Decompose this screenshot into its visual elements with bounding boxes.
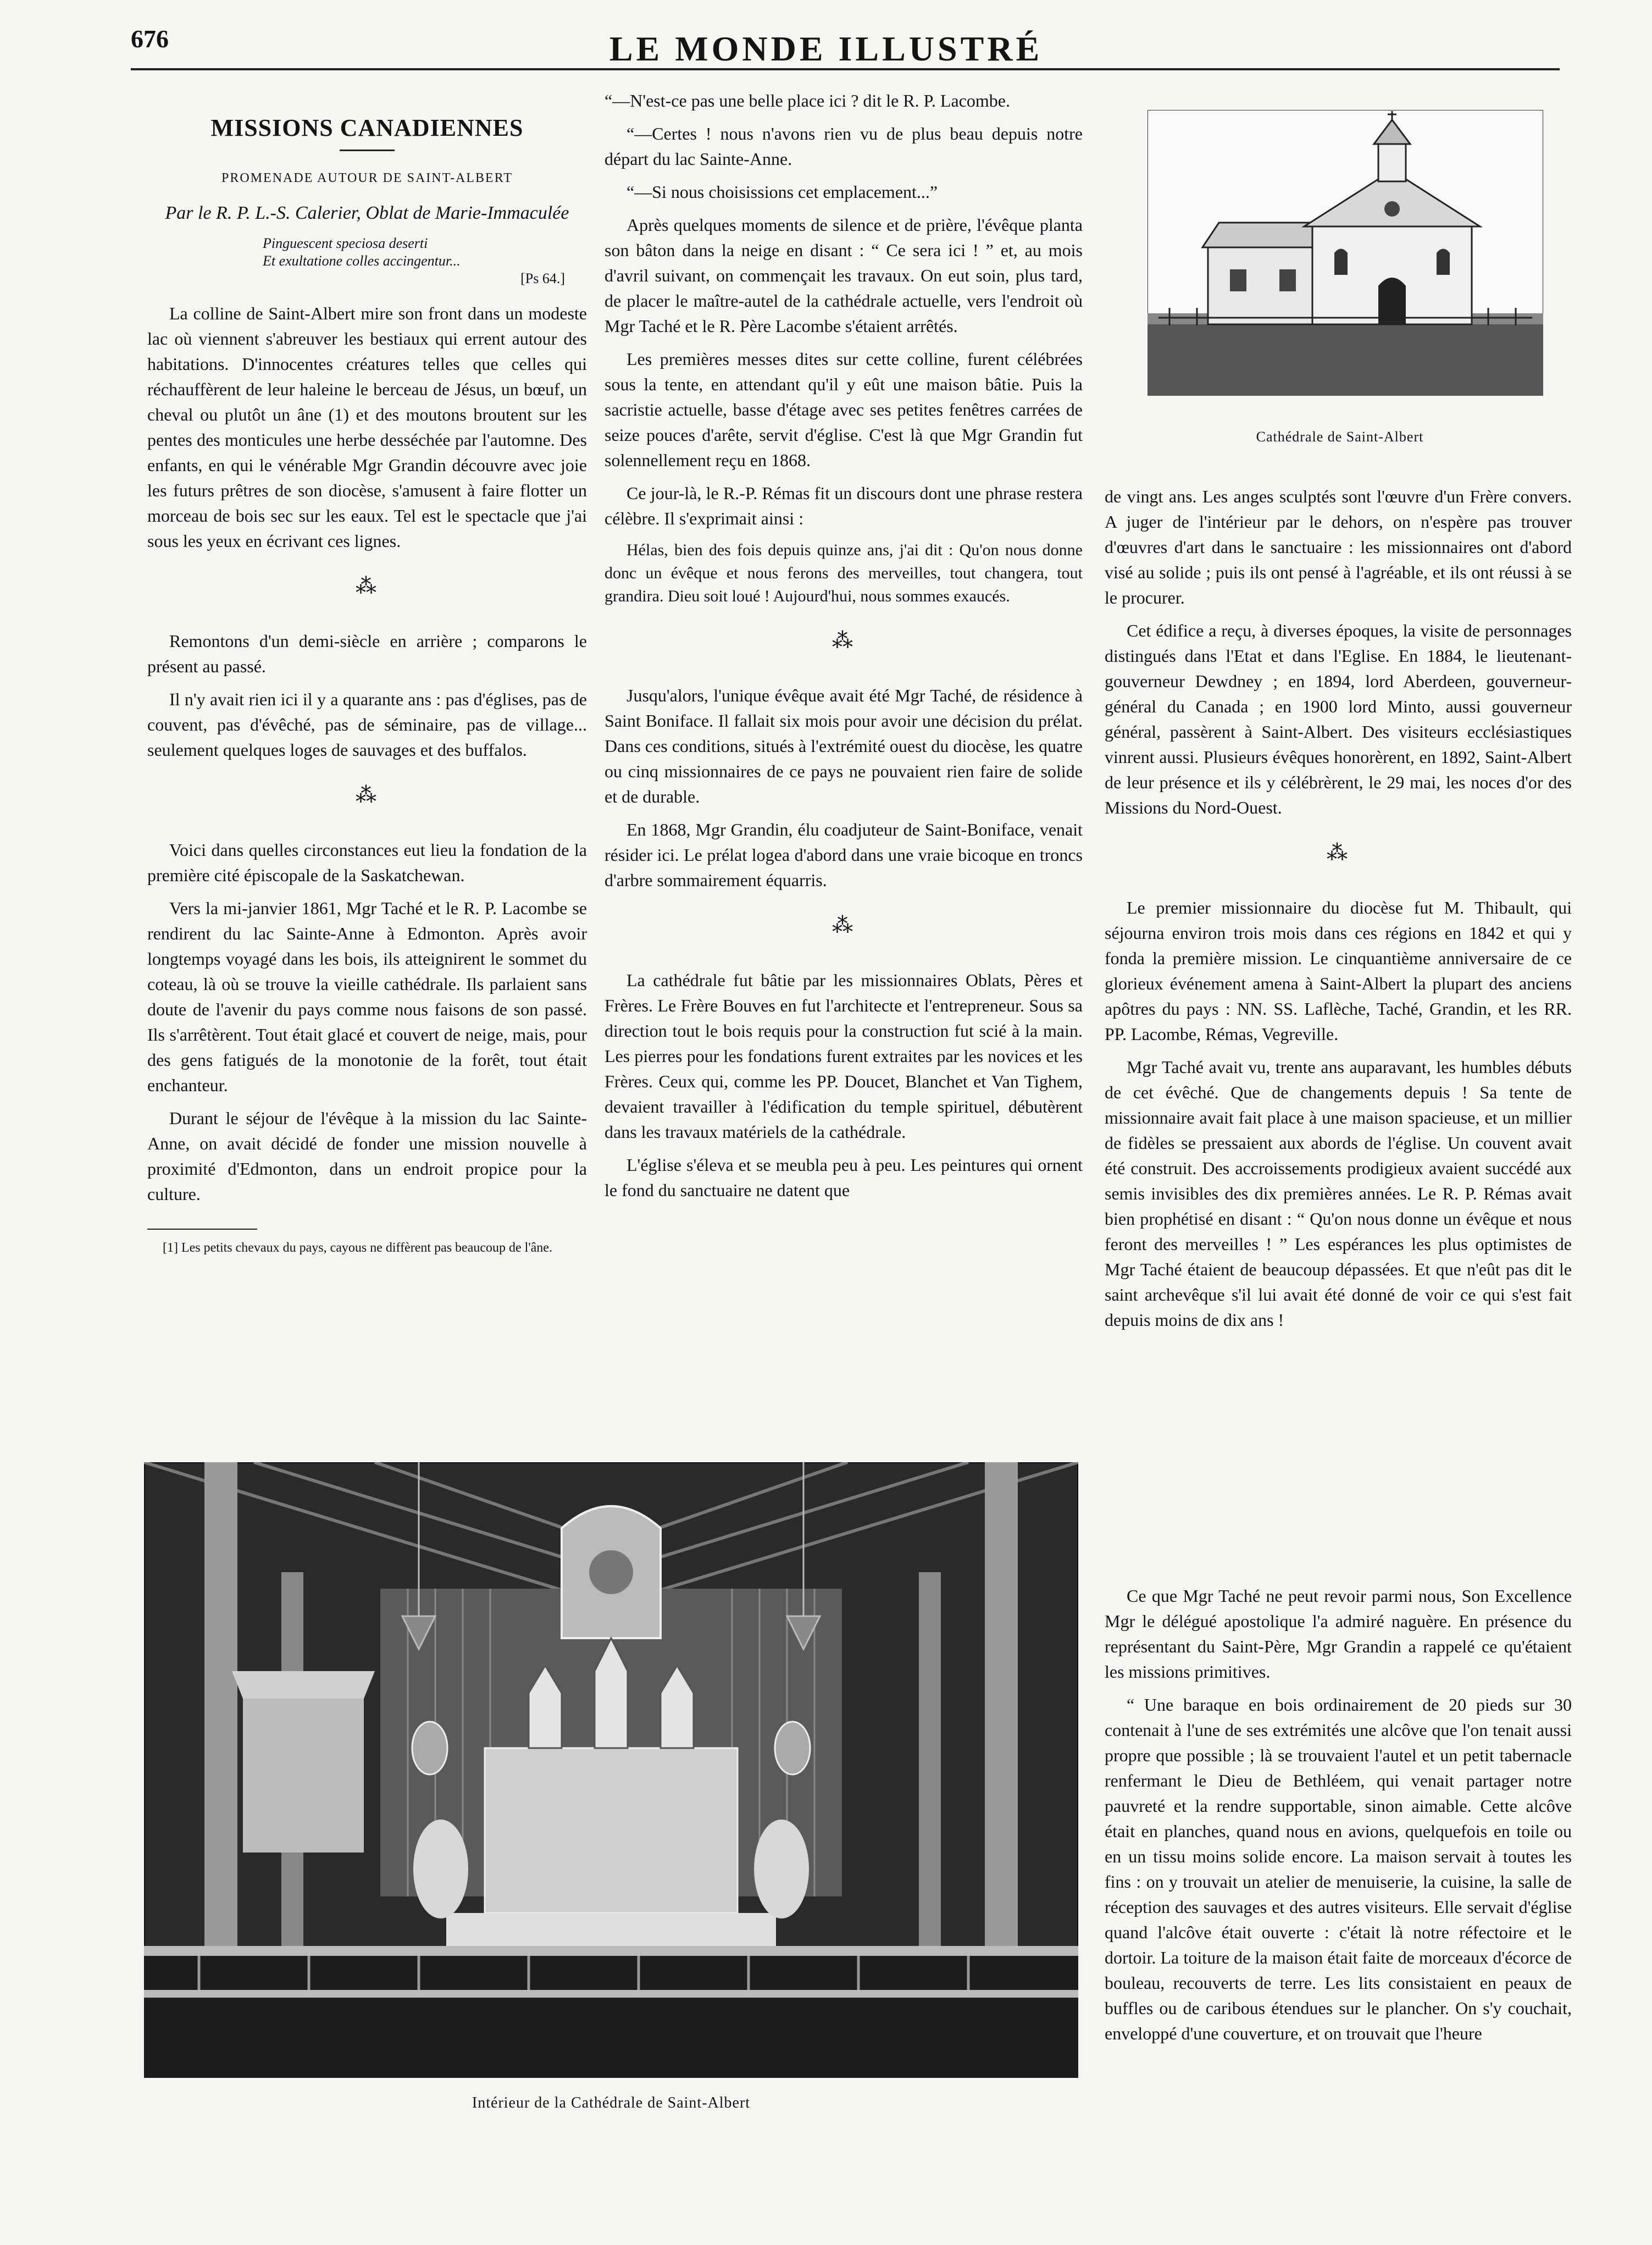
section-separator: ⁂ — [832, 914, 855, 937]
paragraph: Il n'y avait rien ici il y a quarante ans : pas d'églises, pas de couvent, pas d'évêché, pas de séminaire, pas de village... seulement quelques loges de sauvages et des buffalos. — [147, 689, 587, 760]
paragraph: Jusqu'alors, l'unique évêque avait été Mgr Taché, de résidence à Saint Boniface. Il fallait six mois pour avoir une décision du prélat. Dans ces conditions, situés à l'extrémité ouest du diocèse, les quatre ou cinq missionnaires de ce pays ne pouvaient rien faire de solide et de durable. — [605, 685, 1083, 806]
article-byline: Par le R. P. L.-S. Calerier, Oblat de Marie-Immaculée — [165, 203, 569, 223]
paragraph: Ce jour-là, le R.-P. Rémas fit un discours dont une phrase restera célèbre. Il s'exprimait ainsi : — [605, 483, 1083, 528]
masthead-rule — [131, 68, 1560, 70]
article-title: MISSIONS CANADIENNES — [210, 114, 524, 141]
paragraph: Remontons d'un demi-siècle en arrière ; comparons le présent au passé. — [147, 631, 587, 676]
epigraph-line: Et exultatione colles accingentur... — [263, 253, 461, 269]
cathedral-exterior-illustration — [1147, 110, 1543, 396]
paragraph: Voici dans quelles circonstances eut lieu la fondation de la première cité épiscopale de la Saskatchewan. — [147, 840, 587, 885]
epigraph-line: Pinguescent speciosa deserti — [263, 235, 428, 251]
column-3 — [1105, 484, 1572, 1340]
epigraph — [263, 235, 576, 287]
paragraph: Cet édifice a reçu, à diverses époques, la visite de personnages distingués dans l'Etat et dans l'Eglise. En 1884, le lieutenant-gouverneur Dewdney ; en 1894, lord Aberdeen, gouverneur-général du Canada ; en 1900 lord Minto, aussi gouverneur général, passèrent à Saint-Albert. Des visiteurs ecclésiastiques vinrent aussi. Plusieurs évêques honorèrent, en 1892, Saint-Albert de leur présence et ils y célébrèrent, le 29 mai, les noces d'or des Missions du Nord-Ouest. — [1105, 621, 1572, 817]
section-separator: ⁂ — [356, 784, 379, 807]
section-separator: ⁂ — [832, 629, 855, 653]
column-2 — [605, 88, 1083, 1210]
paragraph: Le premier missionnaire du diocèse fut M. Thibault, qui séjourna environ trois mois dans ces régions en 1842 et qui y fonda la première mission. Le cinquantième anniversaire de ce glorieux événement amena à Saint-Albert la plupart des anciens apôtres du pays : NN. SS. Laflèche, Taché, Grandin, et les RR. PP. Lacombe, Rémas, Vegreville. — [1105, 898, 1572, 1044]
paragraph: “ Une baraque en bois ordinairement de 20 pieds sur 30 contenait à l'une de ses extrémités une alcôve que l'on tenait aussi propre que possible ; là se trouvaient l'autel et un petit tabernacle renfermant le Dieu de Bethléem, qui venait partager notre pauvreté et la rendre supportable, sinon aimable. Cette alcôve était en planches, quand nous en avions, quelquefois en toile ou en un tissu moins solide encore. La maison servait à toutes les fins : on y trouvait un atelier de menuiserie, la cuisine, la salle de réception des sauvages et des autres visiteurs. Elle servait d'église quand l'alcôve était ouverte : c'était là notre réfectoire et le dortoir. La toiture de la maison était faite de morceaux d'écorce de bouleau, recouverts de terre. Les lits consistaient en peaux de buffles ou de caribous étendues sur le plancher. On s'y couchait, enveloppé d'une couverture, et on trouvait que l'heure — [1105, 1695, 1572, 2043]
exterior-photo-caption: Cathédrale de Saint-Albert — [1256, 429, 1424, 445]
paragraph: La cathédrale fut bâtie par les missionnaires Oblats, Pères et Frères. Le Frère Bouves en fut l'architecte et l'entrepreneur. Sous sa direction tout le bois requis pour la construction fut scié à la main. Les pierres pour les fondations furent extraites par les novices et les Frères. Ceux qui, comme les PP. Doucet, Blanchet et Van Tighem, devaient travailler à l'édification du temple spirituel, débutèrent dans les travaux matériels de la cathédrale. — [605, 970, 1083, 1142]
paragraph: La colline de Saint-Albert mire son front dans un modeste lac où viennent s'abreuver les bestiaux qui errent autour des habitations. D'innocentes créatures telles que celles qui réchauffèrent de leur haleine le berceau de Jésus, un bœuf, un cheval ou plutôt un âne (1) et des moutons broutent sur les pentes des monticules une herbe desséchée par l'automne. Des enfants, en qui le vénérable Mgr Grandin découvre avec joie les futurs prêtres de son diocèse, s'amusent à faire flotter un morceau de bois sec sur les eaux. Tel est le spectacle que j'ai sous les yeux en écrivant ces lignes. — [147, 303, 587, 551]
paragraph: Après quelques moments de silence et de prière, l'évêque planta son bâton dans la neige en disant : “ Ce sera ici ! ” et, au mois d'avril suivant, on commençait les travaux. On eut soin, plus tard, de placer le maître-autel de la cathédrale actuelle, vers l'endroit où Mgr Taché et le R. Père Lacombe s'étaient arrêtés. — [605, 215, 1083, 336]
paragraph: En 1868, Mgr Grandin, élu coadjuteur de Saint-Boniface, venait résider ici. Le prélat logea d'abord dans une vraie bicoque en troncs d'arbre sommairement équarris. — [605, 820, 1083, 890]
title-rule — [340, 150, 395, 151]
paragraph: Mgr Taché avait vu, trente ans auparavant, les humbles débuts de cet évêché. Que de changements depuis ! Sa tente de missionnaire avait fait place à une maison spacieuse, et un millier de fidèles se pressaient aux abords de l'église. Un couvent avait été construit. Des accroissements prodigieux avaient succédé aux semis invisibles des dix premières années. Le R. P. Rémas avait bien prophétisé en disant : “ Qu'on nous donne un évêque et nous feront des merveilles ! ” Les espérances les plus optimistes de Mgr Taché étaient de beaucoup dépassées. Et que n'eût pas dit le saint archevêque s'il lui avait été donné de voir ce qui s'est fait depuis moins de dix ans ! — [1105, 1057, 1572, 1330]
section-separator: ⁂ — [356, 575, 379, 598]
cathedral-exterior-photo — [1147, 110, 1543, 396]
cathedral-interior-illustration — [144, 1462, 1078, 2078]
column-1 — [147, 104, 587, 1256]
interior-photo-caption: Intérieur de la Cathédrale de Saint-Albert — [472, 2094, 751, 2111]
cathedral-interior-photo — [144, 1462, 1078, 2078]
paragraph: Les premières messes dites sur cette colline, furent célébrées sous la tente, en attendant qu'il y eût une maison bâtie. Puis la sacristie actuelle, basse d'étage avec ses petites fenêtres carrées de seize pouces d'arête, servit d'église. C'est là que Mgr Grandin fut solennellement reçu en 1868. — [605, 349, 1083, 470]
page-number: 676 — [131, 25, 169, 53]
footnote: [1] Les petits chevaux du pays, cayous ne diffèrent pas beaucoup de l'âne. — [163, 1241, 552, 1255]
article-subtitle: PROMENADE AUTOUR DE SAINT-ALBERT — [221, 171, 513, 185]
paragraph: “—Si nous choisissions cet emplacement...” — [627, 182, 938, 202]
paragraph: Durant le séjour de l'évêque à la mission du lac Sainte-Anne, on avait décidé de fonder une mission nouvelle à proximité d'Edmonton, dans un endroit propice pour la culture. — [147, 1108, 587, 1204]
column-3-lower — [1105, 1583, 1572, 2054]
quotation: Hélas, bien des fois depuis quinze ans, j'ai dit : Qu'on nous donne donc un évêque et nous ferons des merveilles, tout changera, tout grandira. Dieu soit loué ! Aujourd'hui, nous sommes exaucés. — [605, 541, 1083, 605]
paragraph: Ce que Mgr Taché ne peut revoir parmi nous, Son Excellence Mgr le délégué apostolique l'a admiré naguère. En présence du représentant du Saint-Père, Mgr Grandin a rappelé ce qu'étaient les missions primitives. — [1105, 1586, 1572, 1682]
paragraph: “—N'est-ce pas une belle place ici ? dit le R. P. Lacombe. — [605, 91, 1010, 110]
epigraph-reference: [Ps 64.] — [520, 270, 565, 286]
paragraph: “—Certes ! nous n'avons rien vu de plus beau depuis notre départ du lac Sainte-Anne. — [605, 124, 1083, 169]
paragraph: de vingt ans. Les anges sculptés sont l'œuvre d'un Frère convers. A juger de l'intérieur par le dehors, on n'espère pas trouver d'œuvres d'art dans le sanctuaire : les missionnaires ont d'abord visé au solide ; puis ils ont pensé à l'agréable, et ils ont réussi à se le procurer. — [1105, 486, 1572, 607]
footnote-rule — [147, 1229, 257, 1230]
section-separator: ⁂ — [1327, 842, 1350, 865]
masthead: LE MONDE ILLUSTRÉ — [609, 29, 1043, 68]
paragraph: L'église s'éleva et se meubla peu à peu. Les peintures qui ornent le fond du sanctuaire ne datent que — [605, 1155, 1083, 1200]
paragraph: Vers la mi-janvier 1861, Mgr Taché et le R. P. Lacombe se rendirent du lac Sainte-Anne à Edmonton. Après avoir longtemps voyagé dans les bois, ils atteignirent le sommet du coteau, là où se trouve la vieille cathédrale. Ils parlaient sans doute de l'avenir du pays comme nous faisons de son passé. Ils s'arrêtèrent. Tout était glacé et couvert de neige, mais, pour des gens fatigués de la monotonie de la forêt, tout était enchanteur. — [147, 898, 587, 1095]
